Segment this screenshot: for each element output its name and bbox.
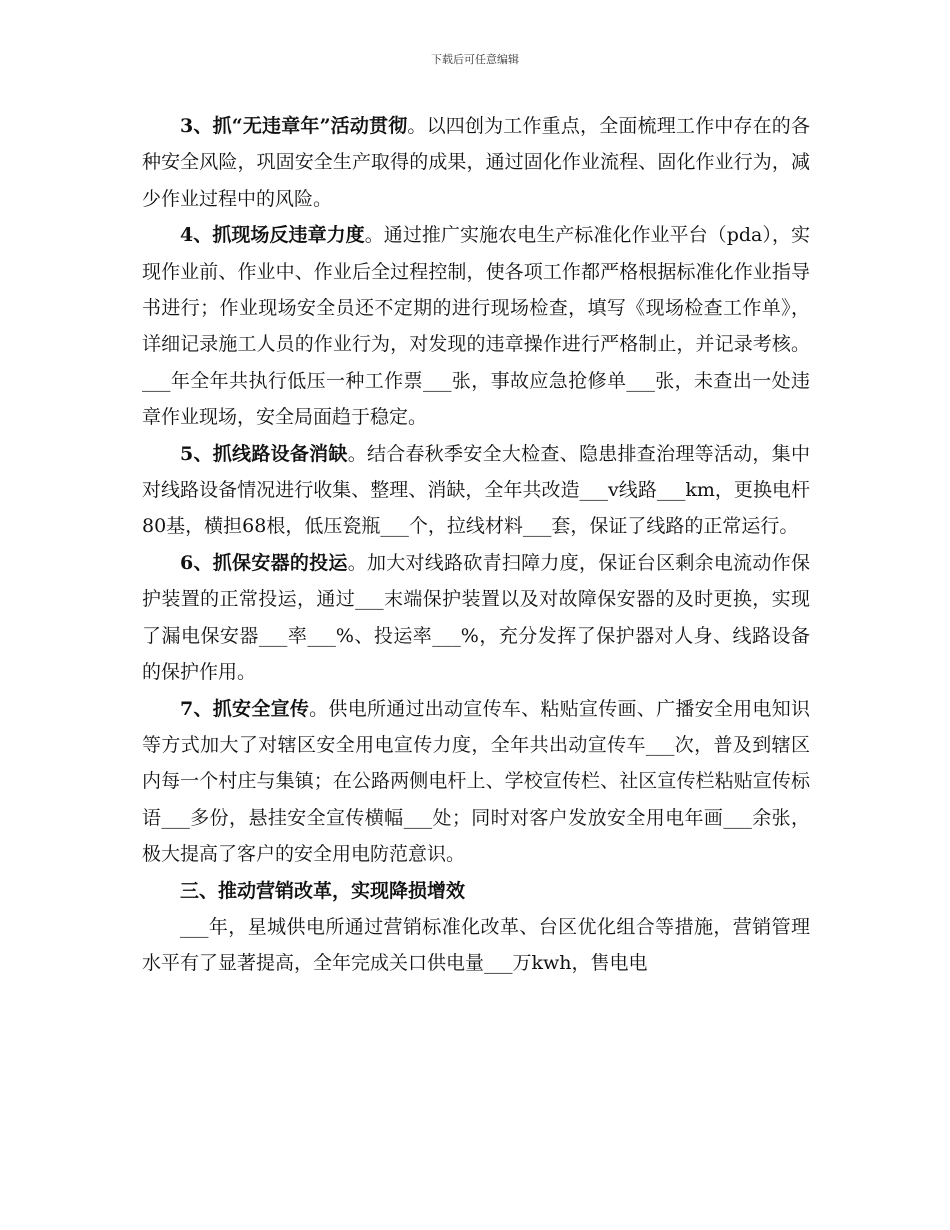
paragraph-marketing-reform: ___年，星城供电所通过营销标准化改革、台区优化组合等措施，营销管理水平有了显著提高，全年完成关口供电量___万kwh，售电电 xyxy=(142,915,810,975)
paragraph-safety-publicity xyxy=(142,691,810,873)
paragraph-protector xyxy=(142,545,810,691)
paragraph-lead: 4、抓现场反违章力度 xyxy=(180,224,365,247)
paragraph-lead: 3、抓“无违章年”活动贯彻 xyxy=(180,115,408,137)
paragraph-no-violation-year xyxy=(142,108,810,217)
paragraph-line-defects xyxy=(142,436,810,545)
paragraph-body: 。供电所通过出动宣传车、粘贴宣传画、广播安全用电知识等方式加大了对辖区安全用电宣传力度，全年共出动宣传车___次，普及到辖区内每一个村庄与集镇；在公路两侧电杆上、学校宣传栏、社区宣传栏粘贴宣传标语___多份，悬挂安全宣传横幅___处；同时对客户发放安全用电年画___余张，极大提高了客户的安全用电防范意识。 xyxy=(142,697,810,866)
paragraph-body: 。通过推广实施农电生产标准化作业平台（pda），实现作业前、作业中、作业后全过程控制，使各项工作都严格根据标准化作业指导书进行；作业现场安全员还不定期的进行现场检查，填写《现场检查工作单》，详细记录施工人员的作业行为，对发现的违章操作进行严格制止，并记录考核。___年全年共执行低压一种工作票___张，事故应急抢修单___张，未查出一处违章作业现场，安全局面趋于稳定。 xyxy=(142,224,810,429)
page-header: 下载后可任意编辑 xyxy=(431,53,519,66)
document-body xyxy=(142,108,810,982)
paragraph-lead: 7、抓安全宣传 xyxy=(180,697,310,720)
paragraph-body: 。加大对线路砍青扫障力度，保证台区剩余电流动作保护装置的正常投运，通过___末端保护装置以及对故障保安器的及时更换，实现了漏电保安器___率___%、投运率___%，充分发挥了保护器对人身、线路设备的保护作用。 xyxy=(142,551,810,684)
section-heading: 三、推动营销改革，实现降损增效 xyxy=(180,879,466,902)
paragraph-lead: 5、抓线路设备消缺 xyxy=(180,442,348,465)
paragraph-body: 。结合春秋季安全大检查、隐患排查治理等活动，集中对线路设备情况进行收集、整理、消缺，全年共改造___v线路___km，更换电杆80基，横担68根，低压瓷瓶___个，拉线材料___套，保证了线路的正常运行。 xyxy=(142,442,810,538)
paragraph-body: 。以四创为工作重点，全面梳理工作中存在的各种安全风险，巩固安全生产取得的成果，通过固化作业流程、固化作业行为，减少作业过程中的风险。 xyxy=(142,115,810,210)
paragraph-lead: 6、抓保安器的投运 xyxy=(180,551,348,574)
paragraph-anti-violation xyxy=(142,217,810,435)
